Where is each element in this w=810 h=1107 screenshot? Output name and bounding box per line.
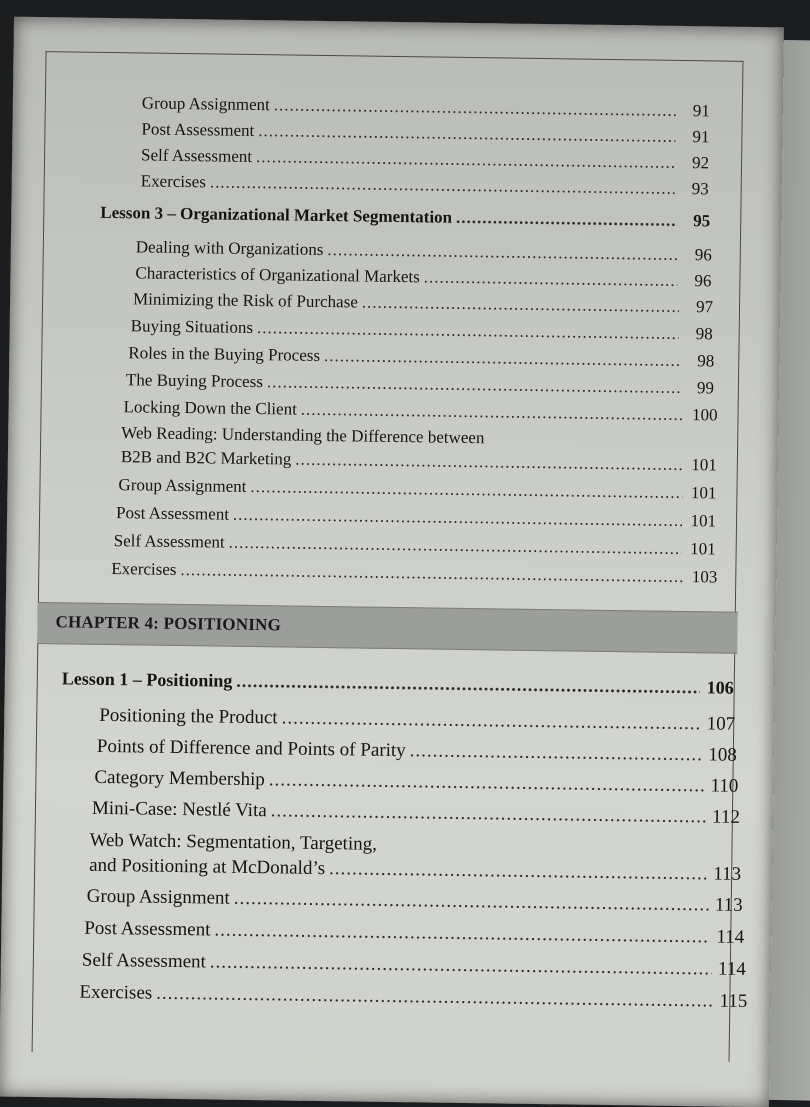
entry-page: 115 bbox=[719, 990, 748, 1012]
dot-leader bbox=[257, 318, 679, 344]
entry-title: Roles in the Buying Process bbox=[128, 343, 321, 365]
entry-page: 91 bbox=[692, 101, 710, 121]
entry-page: 113 bbox=[714, 894, 743, 916]
entry-page: 101 bbox=[690, 511, 717, 531]
entry-page: 98 bbox=[695, 324, 713, 344]
chapter-header bbox=[37, 602, 738, 654]
entry-title: Self Assessment bbox=[140, 145, 253, 166]
dot-leader bbox=[282, 707, 702, 735]
entry-title: B2B and B2C Marketing bbox=[120, 447, 292, 469]
toc-entry bbox=[141, 119, 709, 147]
toc-entry bbox=[136, 237, 712, 265]
toc-entry bbox=[123, 397, 717, 425]
dot-leader bbox=[234, 888, 709, 917]
dot-leader bbox=[214, 920, 710, 949]
dot-leader bbox=[156, 983, 713, 1013]
entry-title: Locking Down the Client bbox=[123, 397, 297, 419]
lesson-page: 95 bbox=[693, 211, 711, 231]
toc-entry bbox=[118, 475, 716, 503]
toc-entry bbox=[92, 798, 740, 829]
toc-entry bbox=[79, 982, 747, 1013]
entry-title: Self Assessment bbox=[113, 531, 225, 552]
entry-page: 108 bbox=[708, 744, 737, 766]
entry-title: Positioning the Product bbox=[99, 704, 278, 729]
entry-page: 101 bbox=[691, 455, 717, 475]
entry-page: 107 bbox=[706, 713, 736, 735]
toc-entry bbox=[142, 93, 710, 121]
entry-page: 103 bbox=[691, 567, 718, 587]
toc-entry bbox=[114, 531, 716, 559]
toc-entry bbox=[135, 263, 711, 291]
dot-leader bbox=[424, 267, 678, 291]
entry-title: Minimizing the Risk of Purchase bbox=[132, 289, 358, 312]
web-reading-title: Web Reading: Understanding the Difference between bbox=[121, 423, 485, 448]
entry-title: Group Assignment bbox=[141, 93, 270, 115]
entry-title: Mini-Case: Nestlé Vita bbox=[91, 797, 267, 822]
dot-leader bbox=[229, 533, 682, 559]
toc-entry bbox=[116, 503, 716, 531]
entry-page: 96 bbox=[694, 271, 712, 291]
toc-entry bbox=[94, 767, 738, 798]
dot-leader bbox=[256, 147, 675, 173]
toc-entry bbox=[97, 736, 737, 767]
entry-title: Post Assessment bbox=[115, 503, 230, 524]
toc-entry bbox=[126, 370, 714, 398]
dot-leader bbox=[271, 800, 706, 828]
toc-entry bbox=[131, 316, 713, 344]
entry-page: 96 bbox=[694, 245, 712, 265]
dot-leader bbox=[180, 560, 683, 587]
toc-entry bbox=[128, 343, 714, 371]
entry-title: Exercises bbox=[111, 559, 177, 579]
dot-leader bbox=[456, 208, 676, 231]
entry-title: Post Assessment bbox=[141, 119, 255, 140]
dot-leader bbox=[236, 671, 700, 698]
entry-title: Post Assessment bbox=[84, 917, 211, 941]
dot-leader bbox=[258, 121, 675, 147]
dot-leader bbox=[327, 240, 678, 265]
entry-page: 110 bbox=[710, 775, 739, 797]
lesson-heading bbox=[100, 203, 710, 232]
entry-page: 93 bbox=[691, 179, 709, 199]
entry-page: 101 bbox=[690, 539, 716, 559]
entry-page: 113 bbox=[713, 863, 742, 885]
lesson-title: Lesson 3 – Organizational Market Segmentation bbox=[100, 202, 453, 227]
dot-leader bbox=[250, 477, 682, 503]
entry-page: 92 bbox=[691, 153, 710, 173]
toc-entry bbox=[89, 855, 741, 886]
dot-leader bbox=[269, 769, 705, 797]
entry-page: 100 bbox=[691, 405, 718, 425]
dot-leader bbox=[210, 951, 712, 980]
entry-title: Dealing with Organizations bbox=[135, 237, 324, 259]
book-page bbox=[0, 17, 784, 1107]
chapter-title: CHAPTER 4: POSITIONING bbox=[55, 612, 282, 635]
toc-entry bbox=[99, 705, 735, 736]
toc-entry bbox=[111, 559, 717, 587]
entry-title: The Buying Process bbox=[125, 370, 264, 392]
toc-entry bbox=[87, 886, 743, 917]
dot-leader bbox=[301, 400, 684, 425]
entry-title: Buying Situations bbox=[130, 316, 254, 337]
dot-leader bbox=[233, 505, 682, 531]
entry-title: Points of Difference and Points of Parity bbox=[96, 735, 406, 762]
lesson-title: Lesson 1 – Positioning bbox=[61, 668, 233, 691]
dot-leader bbox=[362, 293, 679, 317]
entry-page: 101 bbox=[690, 483, 717, 503]
web-watch-title: Web Watch: Segmentation, Targeting, bbox=[89, 829, 378, 855]
entry-title: Group Assignment bbox=[86, 885, 230, 909]
dot-leader bbox=[267, 372, 680, 398]
lesson-heading bbox=[62, 668, 734, 698]
entry-page: 114 bbox=[717, 958, 746, 980]
toc-entry bbox=[121, 447, 717, 475]
entry-title: Group Assignment bbox=[118, 475, 247, 496]
dot-leader bbox=[274, 95, 676, 121]
toc-entry bbox=[84, 918, 744, 949]
entry-page: 91 bbox=[692, 127, 710, 147]
entry-title: Exercises bbox=[140, 171, 207, 192]
entry-page: 112 bbox=[711, 806, 741, 828]
entry-title: and Positioning at McDonald’s bbox=[89, 854, 326, 880]
dot-leader bbox=[410, 740, 703, 766]
dot-leader bbox=[324, 346, 681, 371]
entry-title: Exercises bbox=[79, 981, 153, 1004]
entry-page: 114 bbox=[716, 926, 745, 948]
entry-title: Category Membership bbox=[94, 766, 265, 791]
toc-entry bbox=[133, 289, 713, 317]
dot-leader bbox=[329, 858, 707, 885]
toc-entry bbox=[82, 950, 746, 981]
dot-leader bbox=[210, 172, 675, 198]
toc-entry bbox=[141, 171, 709, 199]
entry-page: 97 bbox=[695, 297, 714, 317]
entry-page: 98 bbox=[697, 351, 715, 371]
dot-leader bbox=[295, 450, 683, 475]
lesson-page: 106 bbox=[706, 677, 734, 698]
entry-title: Self Assessment bbox=[81, 949, 207, 973]
toc-frame bbox=[32, 51, 748, 1062]
entry-title: Characteristics of Organizational Markets bbox=[135, 263, 420, 287]
entry-page: 99 bbox=[696, 378, 715, 398]
toc-entry bbox=[141, 145, 709, 173]
